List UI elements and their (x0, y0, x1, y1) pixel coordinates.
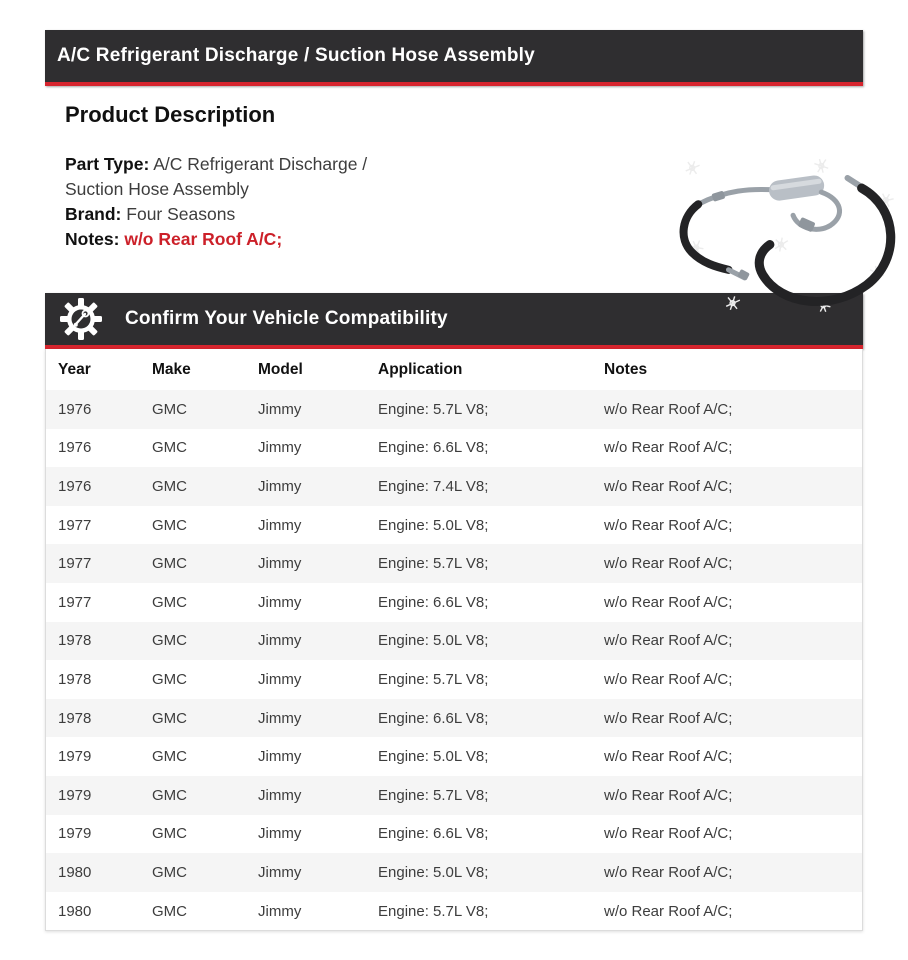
part-type-label: Part Type: (65, 154, 150, 174)
cell-notes: w/o Rear Roof A/C; (604, 825, 733, 843)
table-row (46, 815, 862, 854)
cell-notes: w/o Rear Roof A/C; (604, 748, 733, 766)
table-row (46, 544, 862, 583)
cell-year: 1976 (58, 400, 92, 418)
cell-model: Jimmy (258, 863, 302, 881)
cell-year: 1979 (58, 748, 92, 766)
cell-application: Engine: 5.0L V8; (378, 516, 489, 534)
table-row (46, 622, 862, 661)
cell-model: Jimmy (258, 477, 302, 495)
cell-model: Jimmy (258, 439, 302, 457)
cell-model: Jimmy (258, 709, 302, 727)
cell-year: 1977 (58, 593, 92, 611)
compatibility-title: Confirm Your Vehicle Compatibility (125, 308, 448, 329)
cell-notes: w/o Rear Roof A/C; (604, 902, 733, 920)
cell-year: 1980 (58, 863, 92, 881)
cell-model: Jimmy (258, 748, 302, 766)
cell-model: Jimmy (258, 632, 302, 650)
cell-notes: w/o Rear Roof A/C; (604, 632, 733, 650)
table-row (46, 776, 862, 815)
cell-application: Engine: 7.4L V8; (378, 477, 489, 495)
cell-notes: w/o Rear Roof A/C; (604, 786, 733, 804)
description-text (65, 152, 410, 252)
cell-notes: w/o Rear Roof A/C; (604, 400, 733, 418)
cell-notes: w/o Rear Roof A/C; (604, 863, 733, 881)
cell-notes: w/o Rear Roof A/C; (604, 593, 733, 611)
description-heading: Product Description (65, 102, 276, 127)
cell-notes: w/o Rear Roof A/C; (604, 439, 733, 457)
part-type-value: A/C Refrigerant Discharge / Suction Hose Assembly (65, 154, 368, 199)
product-title: A/C Refrigerant Discharge / Suction Hose Assembly (57, 45, 535, 66)
table-row (46, 737, 862, 776)
cell-make: GMC (152, 477, 187, 495)
cell-year: 1977 (58, 555, 92, 573)
column-header-model: Model (258, 361, 303, 378)
cell-make: GMC (152, 400, 187, 418)
cell-application: Engine: 5.7L V8; (378, 670, 489, 688)
cell-model: Jimmy (258, 400, 302, 418)
table-header-row (46, 349, 862, 390)
cell-make: GMC (152, 670, 187, 688)
column-header-year: Year (58, 361, 91, 378)
cell-year: 1976 (58, 477, 92, 495)
cell-notes: w/o Rear Roof A/C; (604, 709, 733, 727)
cell-application: Engine: 5.7L V8; (378, 400, 489, 418)
product-description-section (45, 86, 863, 293)
table-row (46, 583, 862, 622)
cell-notes: w/o Rear Roof A/C; (604, 516, 733, 534)
cell-make: GMC (152, 863, 187, 881)
cell-year: 1978 (58, 670, 92, 688)
cell-notes: w/o Rear Roof A/C; (604, 670, 733, 688)
cell-make: GMC (152, 516, 187, 534)
table-row (46, 506, 862, 545)
cell-model: Jimmy (258, 555, 302, 573)
cell-notes: w/o Rear Roof A/C; (604, 555, 733, 573)
cell-application: Engine: 5.7L V8; (378, 786, 489, 804)
cell-model: Jimmy (258, 902, 302, 920)
cell-model: Jimmy (258, 786, 302, 804)
cell-year: 1978 (58, 709, 92, 727)
table-row (46, 853, 862, 892)
cell-application: Engine: 5.7L V8; (378, 555, 489, 573)
brand-label: Brand: (65, 204, 122, 224)
cell-application: Engine: 5.0L V8; (378, 863, 489, 881)
cell-make: GMC (152, 709, 187, 727)
notes-value: w/o Rear Roof A/C; (124, 229, 283, 249)
table-row (46, 699, 862, 738)
table-row (46, 429, 862, 468)
cell-application: Engine: 6.6L V8; (378, 439, 489, 457)
cell-year: 1976 (58, 439, 92, 457)
column-header-make: Make (152, 361, 191, 378)
cell-make: GMC (152, 632, 187, 650)
cell-make: GMC (152, 748, 187, 766)
cell-make: GMC (152, 593, 187, 611)
product-photo (670, 151, 902, 319)
table-row (46, 467, 862, 506)
cell-application: Engine: 5.7L V8; (378, 902, 489, 920)
cell-application: Engine: 6.6L V8; (378, 709, 489, 727)
brand-value: Four Seasons (126, 204, 236, 224)
cell-model: Jimmy (258, 593, 302, 611)
gear-icon (45, 297, 103, 341)
cell-make: GMC (152, 786, 187, 804)
cell-year: 1980 (58, 902, 92, 920)
cell-make: GMC (152, 555, 187, 573)
cell-application: Engine: 5.0L V8; (378, 748, 489, 766)
table-row (46, 660, 862, 699)
compatibility-table-card (45, 349, 863, 931)
table-row (46, 390, 862, 429)
column-header-application: Application (378, 361, 463, 378)
cell-make: GMC (152, 439, 187, 457)
compatibility-table (46, 349, 862, 930)
cell-make: GMC (152, 902, 187, 920)
cell-application: Engine: 6.6L V8; (378, 593, 489, 611)
cell-make: GMC (152, 825, 187, 843)
cell-model: Jimmy (258, 670, 302, 688)
cell-application: Engine: 6.6L V8; (378, 825, 489, 843)
table-row (46, 892, 862, 931)
column-header-notes: Notes (604, 361, 648, 378)
cell-model: Jimmy (258, 825, 302, 843)
cell-model: Jimmy (258, 516, 302, 534)
cell-notes: w/o Rear Roof A/C; (604, 477, 733, 495)
cell-application: Engine: 5.0L V8; (378, 632, 489, 650)
notes-label: Notes: (65, 229, 120, 249)
product-title-bar (45, 30, 863, 86)
cell-year: 1979 (58, 786, 92, 804)
cell-year: 1979 (58, 825, 92, 843)
cell-year: 1978 (58, 632, 92, 650)
cell-year: 1977 (58, 516, 92, 534)
